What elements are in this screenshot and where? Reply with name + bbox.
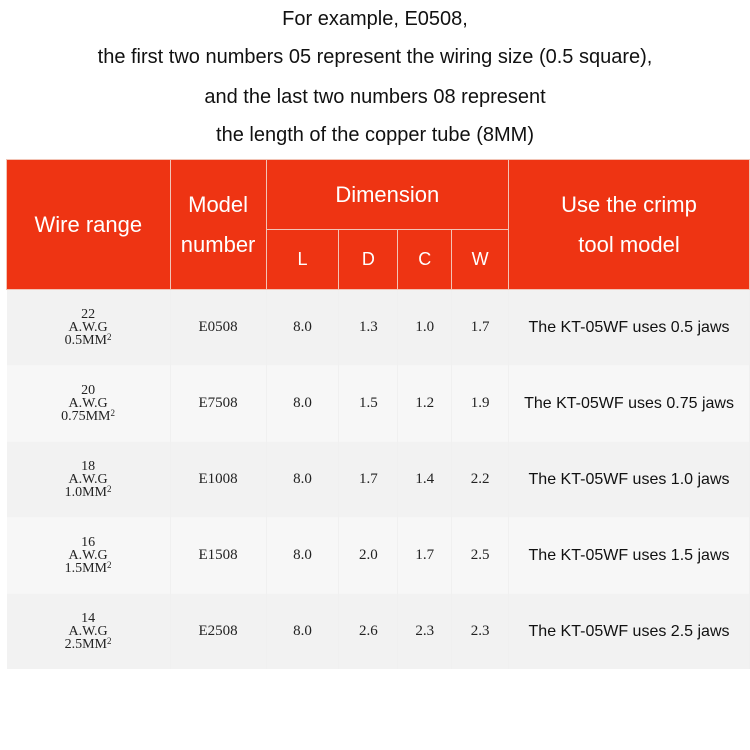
mm-size: $0.5MM^2$	[64, 332, 112, 348]
dim-C-cell: 1.7	[398, 518, 452, 594]
header-wire-range: Wire range	[7, 160, 171, 290]
intro-line-4: the length of the copper tube (8MM)	[216, 124, 534, 146]
awg-label: A.W.G	[68, 320, 108, 335]
header-L: L	[266, 230, 339, 290]
model-cell: E2508	[170, 594, 266, 670]
dim-C-cell: 2.3	[398, 594, 452, 670]
mm-size: $2.5MM^2$	[64, 636, 112, 652]
wire-range-cell	[7, 594, 171, 670]
awg-label: A.W.G	[68, 472, 108, 487]
wire-range-cell	[7, 518, 171, 594]
dim-W-cell: 2.3	[452, 594, 509, 670]
header-model-number	[170, 160, 266, 290]
dim-D-cell: 2.0	[339, 518, 398, 594]
awg-number: 14	[81, 611, 96, 626]
header-D: D	[339, 230, 398, 290]
tool-cell: The KT-05WF uses 1.5 jaws	[509, 518, 750, 594]
awg-number: 16	[81, 535, 96, 550]
header-crimp-tool	[509, 160, 750, 290]
dim-D-cell: 1.7	[339, 442, 398, 518]
wire-range-cell	[7, 290, 171, 366]
wire-range-cell	[7, 442, 171, 518]
awg-number: 22	[81, 307, 96, 322]
header-tool-line1: Use the crimp	[561, 191, 697, 217]
table-row	[7, 290, 750, 366]
dim-W-cell: 2.5	[452, 518, 509, 594]
dim-D-cell: 2.6	[339, 594, 398, 670]
awg-label: A.W.G	[68, 396, 108, 411]
header-model-line1: Model	[188, 191, 249, 217]
dim-C-cell: 1.2	[398, 366, 452, 442]
spec-table	[6, 159, 750, 669]
mm-size: $1.5MM^2$	[64, 560, 112, 576]
tool-cell: The KT-05WF uses 1.0 jaws	[509, 442, 750, 518]
table-row	[7, 366, 750, 442]
dim-L-cell: 8.0	[266, 290, 339, 366]
table-row	[7, 594, 750, 670]
dim-D-cell: 1.5	[339, 366, 398, 442]
awg-label: A.W.G	[68, 624, 108, 639]
awg-label: A.W.G	[68, 548, 108, 563]
awg-number: 20	[81, 383, 96, 398]
mm-size: $0.75MM^2$	[61, 408, 116, 424]
dim-L-cell: 8.0	[266, 442, 339, 518]
intro-line-1: For example, E0508,	[282, 8, 468, 30]
dim-W-cell: 1.7	[452, 290, 509, 366]
awg-number: 18	[81, 459, 96, 474]
dim-L-cell: 8.0	[266, 366, 339, 442]
intro-line-3: and the last two numbers 08 represent	[204, 86, 546, 108]
dim-L-cell: 8.0	[266, 518, 339, 594]
dim-W-cell: 2.2	[452, 442, 509, 518]
table-row	[7, 442, 750, 518]
table-row	[7, 518, 750, 594]
dim-D-cell: 1.3	[339, 290, 398, 366]
wire-range-cell	[7, 366, 171, 442]
tool-cell: The KT-05WF uses 0.75 jaws	[509, 366, 750, 442]
header-C: C	[398, 230, 452, 290]
model-cell: E1008	[170, 442, 266, 518]
model-cell: E0508	[170, 290, 266, 366]
header-model-line2: number	[180, 231, 256, 257]
mm-size: $1.0MM^2$	[64, 484, 112, 500]
dim-C-cell: 1.0	[398, 290, 452, 366]
intro-line-2: the first two numbers 05 represent the wiring size (0.5 square),	[97, 46, 653, 68]
header-W: W	[452, 230, 509, 290]
dim-W-cell: 1.9	[452, 366, 509, 442]
dim-C-cell: 1.4	[398, 442, 452, 518]
header-tool-line2: tool model	[578, 231, 680, 257]
model-cell: E7508	[170, 366, 266, 442]
dim-L-cell: 8.0	[266, 594, 339, 670]
header-dimension: Dimension	[266, 160, 509, 230]
tool-cell: The KT-05WF uses 0.5 jaws	[509, 290, 750, 366]
model-cell: E1508	[170, 518, 266, 594]
tool-cell: The KT-05WF uses 2.5 jaws	[509, 594, 750, 670]
